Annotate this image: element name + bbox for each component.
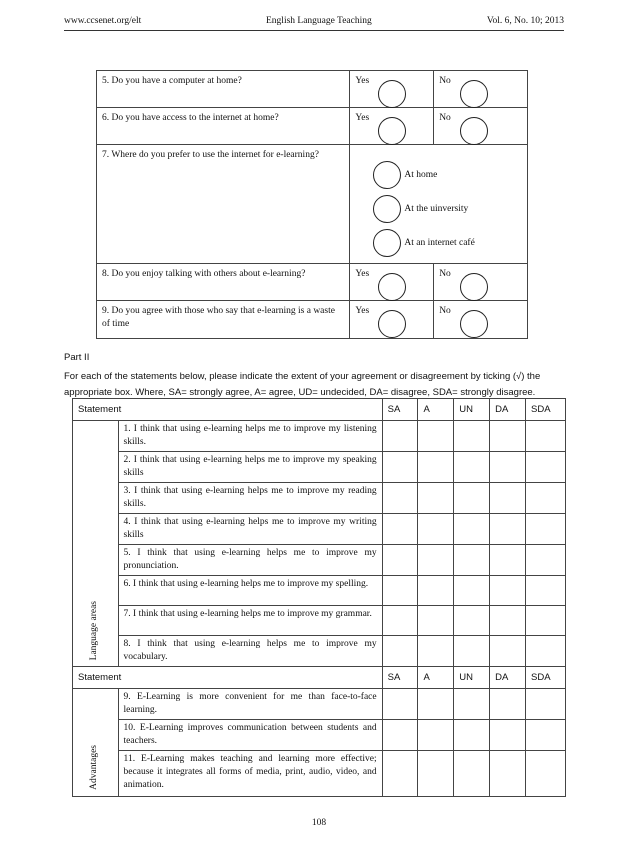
table-header-row [73,399,566,421]
statement-text: 9. E-Learning is more convenient for me than face-to-face learning. [118,689,382,720]
rating-box[interactable] [526,576,566,606]
rating-box[interactable] [454,545,490,576]
column-header: Statement [73,667,383,689]
no-choice-circle[interactable] [460,310,488,338]
option-label: At home [404,169,438,180]
rating-box[interactable] [382,689,418,720]
question-text: 8. Do you enjoy talking with others about e-learning? [97,264,350,301]
rating-box[interactable] [382,606,418,636]
no-choice-circle[interactable] [460,273,488,301]
rating-box[interactable] [454,636,490,667]
yes-label: Yes [355,269,370,279]
statement-text: 6. I think that using e-learning helps me to improve my spelling. [118,576,382,606]
rating-box[interactable] [526,606,566,636]
rating-box[interactable] [454,720,490,751]
rating-box[interactable] [454,452,490,483]
column-header: DA [490,667,526,689]
yes-label: Yes [355,113,370,123]
rating-box[interactable] [454,606,490,636]
yes-cell [350,264,434,301]
rating-box[interactable] [418,606,454,636]
statement-text: 8. I think that using e-learning helps me to improve my vocabulary. [118,636,382,667]
page-number: 108 [311,818,327,828]
question-text: 9. Do you agree with those who say that e-learning is a waste of time [97,301,350,339]
statement-text: 1. I think that using e-learning helps me to improve my listening skills. [118,421,382,452]
no-cell [434,264,528,301]
section-label: Advantages [89,745,99,790]
table-row [73,545,566,576]
column-header: UN [454,667,490,689]
rating-box[interactable] [454,689,490,720]
header-divider [64,30,564,31]
volume-info: Vol. 6, No. 10; 2013 [486,16,564,26]
running-header [64,16,564,30]
column-header: SA [382,399,418,421]
yes-choice-circle[interactable] [378,273,406,301]
table-row [73,514,566,545]
option-at-university[interactable] [373,195,468,223]
rating-box[interactable] [382,636,418,667]
rating-box[interactable] [526,751,566,797]
statement-text: 3. I think that using e-learning helps me to improve my reading skills. [118,483,382,514]
rating-box[interactable] [490,545,526,576]
rating-table [72,398,566,797]
rating-box[interactable] [490,421,526,452]
yes-label: Yes [355,306,370,316]
statement-text: 11. E-Learning makes teaching and learning more effective; because it integrates all forms of media, print, audio, video, and animation. [118,751,382,797]
yes-choice-circle[interactable] [378,310,406,338]
choice-circle[interactable] [373,161,401,189]
part-title: Part II [64,352,90,363]
option-label: At the uinversity [404,203,469,214]
question-text: 6. Do you have access to the internet at home? [97,108,350,145]
table-row [73,452,566,483]
rating-box[interactable] [490,514,526,545]
rating-box[interactable] [382,514,418,545]
rating-box[interactable] [418,545,454,576]
column-header: DA [490,399,526,421]
choice-circle[interactable] [373,229,401,257]
column-header: UN [454,399,490,421]
yes-cell [350,108,434,145]
question-text: 7. Where do you prefer to use the internet for e-learning? [97,145,350,264]
rating-box[interactable] [526,720,566,751]
question-row [97,264,528,301]
rating-box[interactable] [418,576,454,606]
rating-box[interactable] [382,720,418,751]
question-row [97,145,528,264]
table-row [73,483,566,514]
yes-label: Yes [355,76,370,86]
column-header: A [418,399,454,421]
table-header-row [73,667,566,689]
statement-text: 7. I think that using e-learning helps me to improve my grammar. [118,606,382,636]
rating-box[interactable] [526,689,566,720]
rating-box[interactable] [490,689,526,720]
question-row [97,301,528,339]
yes-choice-circle[interactable] [378,80,406,108]
column-header: SDA [526,667,566,689]
no-choice-circle[interactable] [460,80,488,108]
rating-box[interactable] [490,606,526,636]
rating-box[interactable] [490,751,526,797]
rating-box[interactable] [418,483,454,514]
rating-box[interactable] [454,751,490,797]
option-at-home[interactable] [373,161,437,189]
question-text: 5. Do you have a computer at home? [97,71,350,108]
rating-box[interactable] [418,751,454,797]
journal-title: English Language Teaching [266,16,372,26]
table-row [73,689,566,720]
rating-box[interactable] [418,421,454,452]
rating-box[interactable] [490,636,526,667]
location-options-cell [350,145,528,264]
rating-box[interactable] [382,421,418,452]
rating-box[interactable] [382,483,418,514]
table-row [73,636,566,667]
column-header: A [418,667,454,689]
rating-box[interactable] [526,483,566,514]
option-label: At an internet café [404,237,475,248]
no-choice-circle[interactable] [460,117,488,145]
column-header: SDA [526,399,566,421]
yes-choice-circle[interactable] [378,117,406,145]
rating-box[interactable] [454,576,490,606]
section-label-cell [73,421,119,667]
yes-cell [350,301,434,339]
rating-box[interactable] [454,483,490,514]
rating-box[interactable] [490,483,526,514]
choice-circle[interactable] [373,195,401,223]
rating-box[interactable] [418,689,454,720]
rating-box[interactable] [490,452,526,483]
table-row [73,751,566,797]
rating-box[interactable] [418,514,454,545]
rating-box[interactable] [454,421,490,452]
no-label: No [439,269,451,279]
section-label-cell [73,689,119,797]
statement-text: 4. I think that using e-learning helps me to improve my writing skills [118,514,382,545]
rating-box[interactable] [526,545,566,576]
question-row [97,71,528,108]
rating-box[interactable] [490,576,526,606]
journal-url: www.ccsenet.org/elt [64,16,142,26]
rating-box[interactable] [382,545,418,576]
rating-box[interactable] [418,452,454,483]
no-cell [434,71,528,108]
no-cell [434,301,528,339]
part1-questions-table [96,70,528,339]
rating-box[interactable] [418,720,454,751]
statement-text: 10. E-Learning improves communication between students and teachers. [118,720,382,751]
no-label: No [439,306,451,316]
rating-box[interactable] [490,720,526,751]
rating-box[interactable] [382,576,418,606]
column-header: Statement [73,399,383,421]
rating-box[interactable] [454,514,490,545]
rating-box[interactable] [526,636,566,667]
rating-box[interactable] [526,514,566,545]
no-label: No [439,113,451,123]
table-row [73,421,566,452]
table-row [73,606,566,636]
instructions: For each of the statements below, please indicate the extent of your agreement or disagreement by ticking (√) the appropriate box. Where, SA= strongly agree, A= agree, UD= undecided, DA= disagree, SDA= strongly disagree. [64,371,541,398]
question-row [97,108,528,145]
rating-box[interactable] [382,751,418,797]
no-label: No [439,76,451,86]
rating-box[interactable] [526,452,566,483]
no-cell [434,108,528,145]
statement-text: 5. I think that using e-learning helps me to improve my pronunciation. [118,545,382,576]
section-label: Language areas [89,600,99,660]
option-internet-cafe[interactable] [373,229,474,257]
table-row [73,720,566,751]
rating-box[interactable] [418,636,454,667]
yes-cell [350,71,434,108]
rating-box[interactable] [382,452,418,483]
table-row [73,576,566,606]
rating-box[interactable] [526,421,566,452]
column-header: SA [382,667,418,689]
statement-text: 2. I think that using e-learning helps me to improve my speaking skills [118,452,382,483]
